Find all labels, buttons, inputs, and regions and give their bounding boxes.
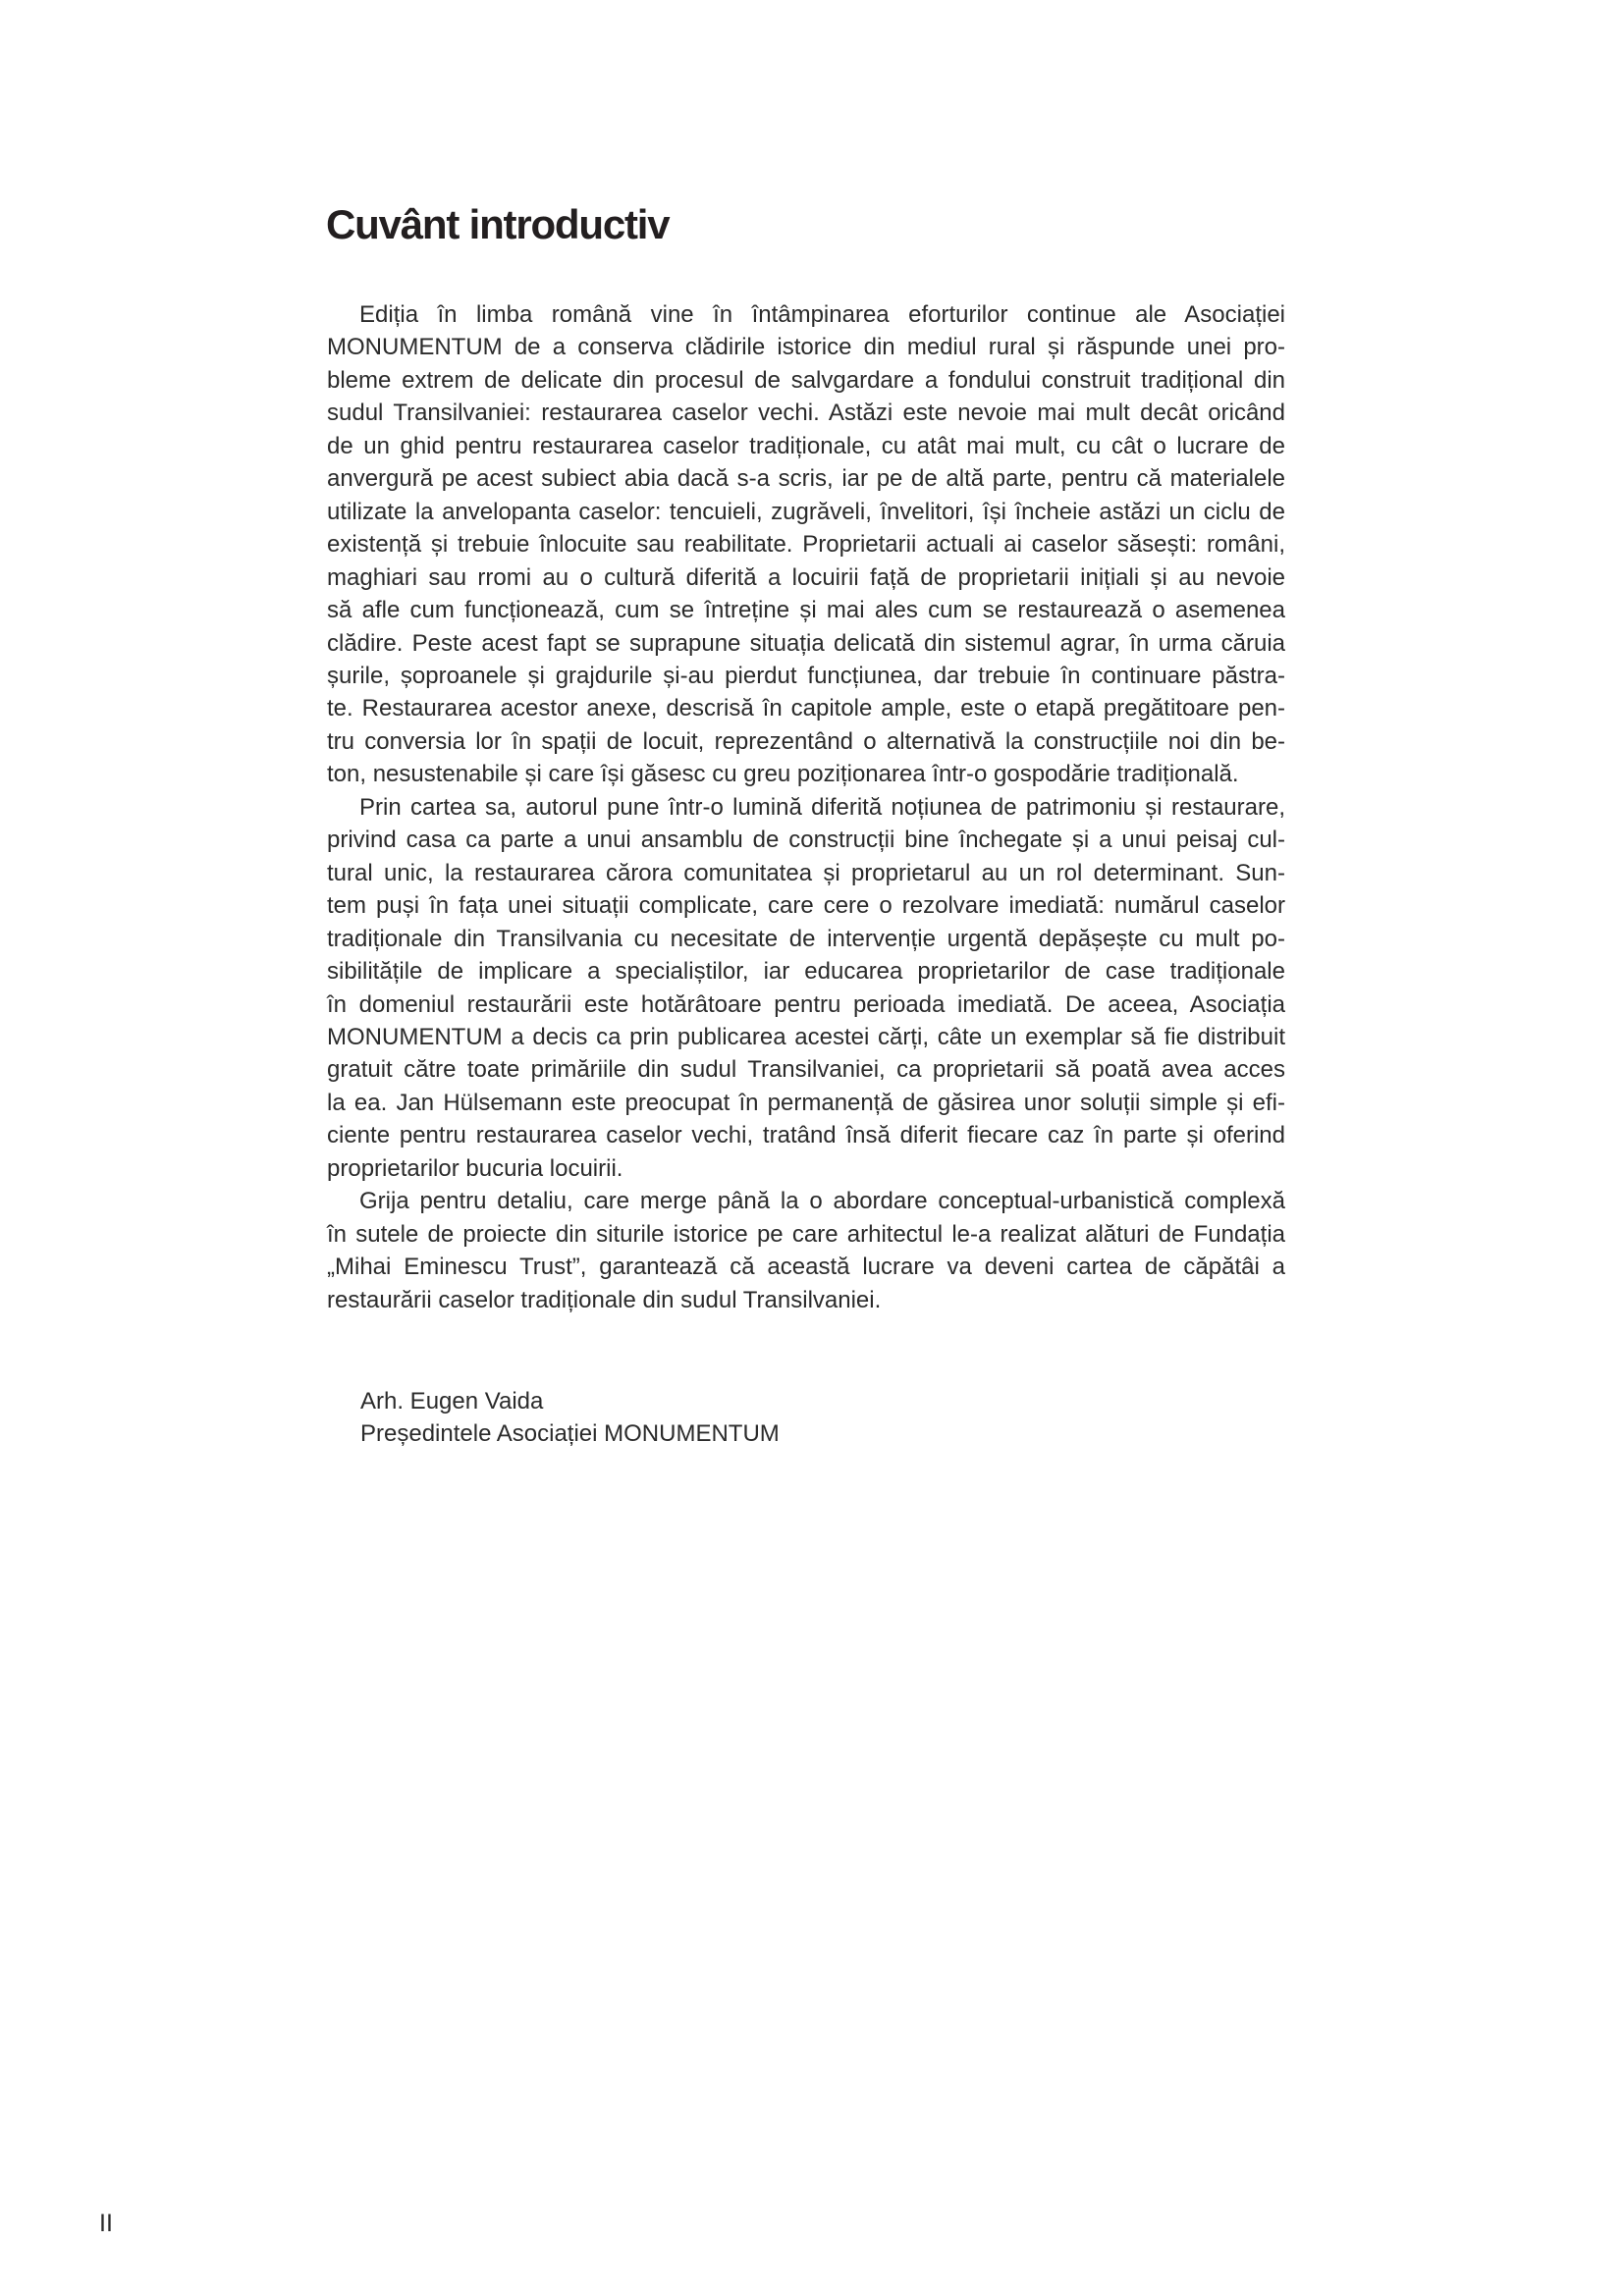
signature-block [360,1385,780,1451]
text-line: clădire. Peste acest fapt se suprapune situația delicată din sistemul agrar, în urma căruia [327,629,1285,657]
text-line: în sutele de proiecte din siturile istorice pe care arhitectul le-a realizat alături de Fundația [327,1220,1285,1248]
text-line: șurile, șoproanele și grajdurile și-au pierdut funcțiunea, dar trebuie în continuare păstra- [327,662,1285,689]
text-line: Ediția în limba română vine în întâmpinarea eforturilor continue ale Asociației [359,301,1285,328]
text-line: „Mihai Eminescu Trust”, garantează că această lucrare va deveni cartea de căpătâi a [327,1254,1285,1281]
text-line: tem puși în fața unei situații complicate, care cere o rezolvare imediată: numărul caselor [327,892,1285,920]
text-line: bleme extrem de delicate din procesul de salvgardare a fondului construit tradițional din [327,366,1285,394]
text-line: tural unic, la restaurarea cărora comunitatea și proprietarul au un rol determinant. Sun- [327,859,1285,886]
text-line: Grija pentru detaliu, care merge până la o abordare conceptual-urbanistică complexă [359,1188,1285,1215]
signature-role: Președintele Asociației MONUMENTUM [360,1420,780,1448]
text-line: existență și trebuie înlocuite sau reabilitate. Proprietarii actuali ai caselor săsești: români, [327,531,1285,559]
paragraph [327,1185,1285,1316]
signature-name: Arh. Eugen Vaida [360,1388,544,1415]
text-line: tradiționale din Transilvania cu necesitate de intervenție urgentă depășește cu mult po- [327,925,1285,952]
text-line: proprietarilor bucuria locuirii. [327,1154,623,1182]
body-text [327,298,1285,1316]
text-line: te. Restaurarea acestor anexe, descrisă în capitole ample, este o etapă pregătitoare pen- [327,695,1285,722]
text-line: maghiari sau rromi au o cultură diferită a locuirii față de proprietarii inițiali și au nevoie [327,563,1285,591]
paragraph [327,791,1285,1185]
text-line: ton, nesustenabile și care își găsesc cu greu poziționarea într-o gospodărie tradițională. [327,761,1239,788]
text-line: în domeniul restaurării este hotărâtoare pentru perioada imediată. De aceea, Asociația [327,990,1285,1018]
text-line: sudul Transilvaniei: restaurarea caselor vechi. Astăzi este nevoie mai mult decât oricând [327,400,1285,427]
text-line: ciente pentru restaurarea caselor vechi, tratând însă diferit fiecare caz în parte și oferind [327,1122,1285,1149]
paragraph [327,298,1285,791]
text-line: să afle cum funcționează, cum se întreține și mai ales cum se restaurează o asemenea [327,597,1285,624]
text-line: la ea. Jan Hülsemann este preocupat în permanență de găsirea unor soluții simple și efi- [327,1089,1285,1116]
page-number: II [99,2210,113,2237]
text-line: utilizate la anvelopanta caselor: tencuieli, zugrăveli, învelitori, își încheie astăzi un ciclu de [327,498,1285,525]
text-line: anvergură pe acest subiect abia dacă s-a scris, iar pe de altă parte, pentru că materialele [327,465,1285,493]
page-title: Cuvânt introductiv [326,201,670,248]
text-line: gratuit către toate primăriile din sudul Transilvaniei, ca proprietarii să poată avea acces [327,1056,1285,1084]
text-line: privind casa ca parte a unui ansamblu de construcții bine închegate și a unui peisaj cul- [327,827,1285,854]
text-line: restaurării caselor tradiționale din sudul Transilvaniei. [327,1286,882,1313]
text-line: MONUMENTUM a decis ca prin publicarea acestei cărți, câte un exemplar să fie distribuit [327,1023,1285,1050]
text-line: Prin cartea sa, autorul pune într-o lumină diferită noțiunea de patrimoniu și restaurare, [359,793,1285,821]
text-line: MONUMENTUM de a conserva clădirile istorice din mediul rural și răspunde unei pro- [327,334,1285,361]
text-line: tru conversia lor în spații de locuit, reprezentând o alternativă la construcțiile noi din be- [327,727,1285,755]
text-line: sibilitățile de implicare a specialiștilor, iar educarea proprietarilor de case tradiționale [327,958,1285,986]
text-line: de un ghid pentru restaurarea caselor tradiționale, cu atât mai mult, cu cât o lucrare de [327,432,1285,459]
